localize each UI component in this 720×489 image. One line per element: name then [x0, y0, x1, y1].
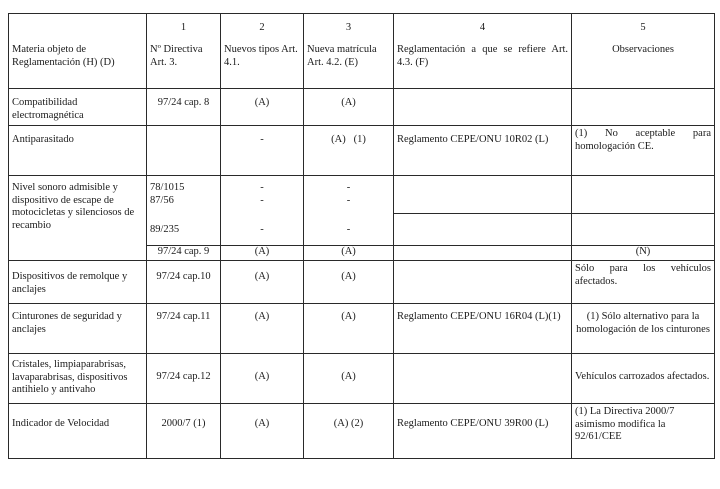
matricula-cell: (A) [304, 354, 394, 404]
materia-cell: Cinturones de seguridad y anclajes [9, 304, 147, 354]
nuevos-cell: (A) [221, 404, 304, 459]
materia-cell: Nivel sonoro admisible y dispositivo de escape de motocicletas y silenciosos de recambio [9, 176, 147, 261]
materia-cell: Indicador de Velocidad [9, 404, 147, 459]
nuevos-cell: - [221, 126, 304, 176]
nuevos-cell [221, 176, 304, 214]
header-directiva: Nº Directiva Art. 3. [147, 42, 221, 89]
obs-cell: (N) [572, 246, 715, 261]
materia-cell: Antiparasitado [9, 126, 147, 176]
obs-cell [572, 404, 715, 459]
obs-text: No aceptable para homologación CE. [575, 128, 711, 152]
col-number-5: 5 [572, 14, 715, 43]
directiva-cell: 89/235 [147, 214, 221, 246]
matricula-value: - [346, 194, 351, 206]
reglamento-cell [394, 354, 572, 404]
col-number-blank [9, 14, 147, 43]
footnote-ref: (1) [353, 134, 366, 145]
col-number-1: 1 [147, 14, 221, 43]
footnote-ref: (1) [193, 418, 206, 429]
matricula-cell [304, 404, 394, 459]
header-matricula: Nueva matrícula Art. 4.2. (E) [304, 42, 394, 89]
matricula-value: - [346, 182, 351, 193]
matricula-cell: (A) [304, 261, 394, 304]
obs-cell [572, 176, 715, 214]
reglamento-cell [394, 246, 572, 261]
directiva-cell: 97/24 cap.11 [147, 304, 221, 354]
table-row [9, 261, 715, 304]
table-row [9, 126, 715, 176]
materia-cell: Compatibilidad electromagnética [9, 89, 147, 126]
header-observaciones: Observaciones [572, 42, 715, 89]
col-number-3: 3 [304, 14, 394, 43]
header-nuevos: Nuevos tipos Art. 4.1. [221, 42, 304, 89]
reglamento-cell [394, 304, 572, 354]
reglamento-text: Reglamento CEPE/ONU 16R04 (L) [397, 311, 549, 322]
reglamento-cell [394, 176, 572, 214]
table-row [9, 404, 715, 459]
materia-cell: Cristales, limpiaparabrisas, lavaparabrisas, dispositivos antihielo y antivaho [9, 354, 147, 404]
obs-cell [572, 214, 715, 246]
nuevos-cell: - [221, 214, 304, 246]
reglamento-cell: Reglamento CEPE/ONU 10R02 (L) [394, 126, 572, 176]
directiva-value: 2000/7 [161, 418, 191, 429]
matricula-value: (A) [331, 134, 346, 145]
column-number-row [9, 14, 715, 43]
matricula-cell [304, 126, 394, 176]
reglamento-cell [394, 261, 572, 304]
directiva-cell: 97/24 cap. 9 [147, 246, 221, 261]
table-row [9, 176, 715, 214]
obs-cell: Sólo para los vehículos afectados. [572, 261, 715, 304]
directiva-cell: 97/24 cap.12 [147, 354, 221, 404]
header-materia: Materia objeto de Reglamentación (H) (D) [9, 42, 147, 89]
directiva-cell [147, 176, 221, 214]
directiva-cell: 97/24 cap.10 [147, 261, 221, 304]
nuevos-value: - [260, 194, 264, 206]
directiva-value: 78/1015 [150, 182, 185, 193]
nuevos-value: - [260, 182, 264, 193]
matricula-cell: (A) [304, 246, 394, 261]
obs-cell [572, 304, 715, 354]
reglamento-cell: Reglamento CEPE/ONU 39R00 (L) [394, 404, 572, 459]
obs-cell [572, 126, 715, 176]
nuevos-cell: (A) [221, 246, 304, 261]
matricula-cell: - [304, 214, 394, 246]
matricula-cell: (A) [304, 89, 394, 126]
directiva-cell: 97/24 cap. 8 [147, 89, 221, 126]
directiva-cell [147, 404, 221, 459]
matricula-cell [304, 176, 394, 214]
nuevos-cell: (A) [221, 304, 304, 354]
reglamento-cell [394, 89, 572, 126]
nuevos-cell: (A) [221, 261, 304, 304]
footnote-ref: (1) [575, 406, 588, 417]
obs-cell: Vehículos carrozados afectados. [572, 354, 715, 404]
obs-cell [572, 89, 715, 126]
table-row [9, 89, 715, 126]
nuevos-cell: (A) [221, 354, 304, 404]
col-number-4: 4 [394, 14, 572, 43]
directiva-value: 87/56 [150, 194, 174, 206]
table-row [9, 354, 715, 404]
header-row [9, 42, 715, 89]
nuevos-cell: (A) [221, 89, 304, 126]
reglamento-cell [394, 214, 572, 246]
table-row [9, 304, 715, 354]
obs-text: La Directiva 2000/7 asimismo modifica la 92/61/CEE [575, 406, 675, 442]
matricula-cell: (A) [304, 304, 394, 354]
directiva-cell [147, 126, 221, 176]
footnote-ref: (1) [586, 311, 599, 322]
header-reglamentacion: Reglamentación a que se refiere Art. 4.3. (F) [394, 42, 572, 89]
materia-cell: Dispositivos de remolque y anclajes [9, 261, 147, 304]
regulation-table [8, 13, 715, 459]
footnote-ref: (1) [575, 128, 588, 139]
footnote-ref: (1) [548, 311, 561, 322]
col-number-2: 2 [221, 14, 304, 43]
matricula-value: (A) [333, 418, 349, 429]
footnote-ref: (2) [350, 418, 364, 429]
obs-text: Sólo alternativo para la homologación de los cinturones [576, 311, 710, 335]
